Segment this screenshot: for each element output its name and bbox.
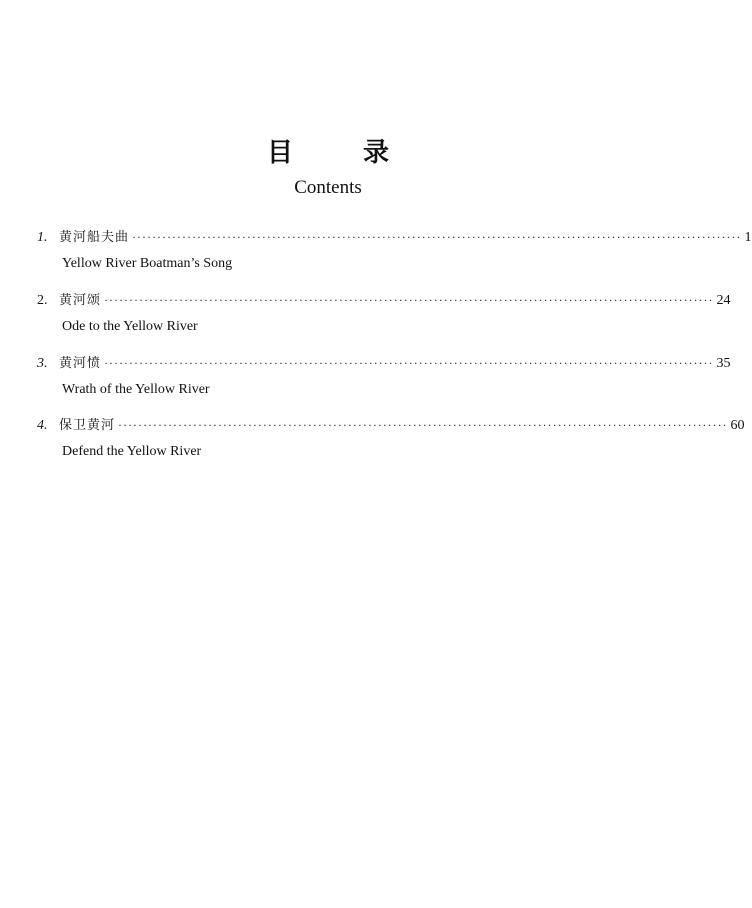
entry-title-english: Wrath of the Yellow River: [62, 382, 210, 397]
toc-entry-line: [37, 352, 731, 374]
toc-entry-1[interactable]: [37, 226, 752, 274]
entry-title-chinese: 保卫黄河: [59, 418, 116, 433]
dot-leader: ··························································································································: [104, 356, 714, 370]
entry-title-chinese: 黄河颂: [59, 293, 102, 308]
page-title-english: Contents: [294, 177, 362, 198]
title-char-mu: 目: [266, 138, 293, 168]
entry-number: 1.: [37, 230, 48, 245]
entry-page-number: 60: [730, 418, 745, 433]
toc-entry-line: [37, 414, 745, 436]
entry-number: 3.: [37, 356, 48, 371]
toc-entry-line: [37, 289, 731, 311]
dot-leader: ··························································································································: [104, 293, 714, 307]
toc-entry-3[interactable]: [37, 352, 731, 400]
entry-title-english: Ode to the Yellow River: [62, 319, 198, 334]
title-char-lu: 录: [363, 138, 390, 168]
entry-page-number: 1: [744, 230, 752, 245]
entry-title-chinese: 黄河船夫曲: [59, 230, 130, 245]
dot-leader: ··························································································································: [132, 230, 742, 244]
page-title-chinese: [0, 136, 656, 170]
toc-entry-4[interactable]: [37, 414, 745, 462]
entry-page-number: 24: [716, 293, 731, 308]
toc-entry-2[interactable]: [37, 289, 731, 337]
toc-entry-line: [37, 226, 752, 248]
entry-title-english: Defend the Yellow River: [62, 444, 202, 459]
entry-page-number: 35: [716, 356, 731, 371]
entry-number: 4.: [37, 418, 48, 433]
entry-title-chinese: 黄河愤: [59, 356, 102, 371]
entry-title-english: Yellow River Boatman’s Song: [62, 256, 233, 271]
dot-leader: ··························································································································: [118, 418, 728, 432]
entry-number: 2.: [37, 293, 48, 308]
